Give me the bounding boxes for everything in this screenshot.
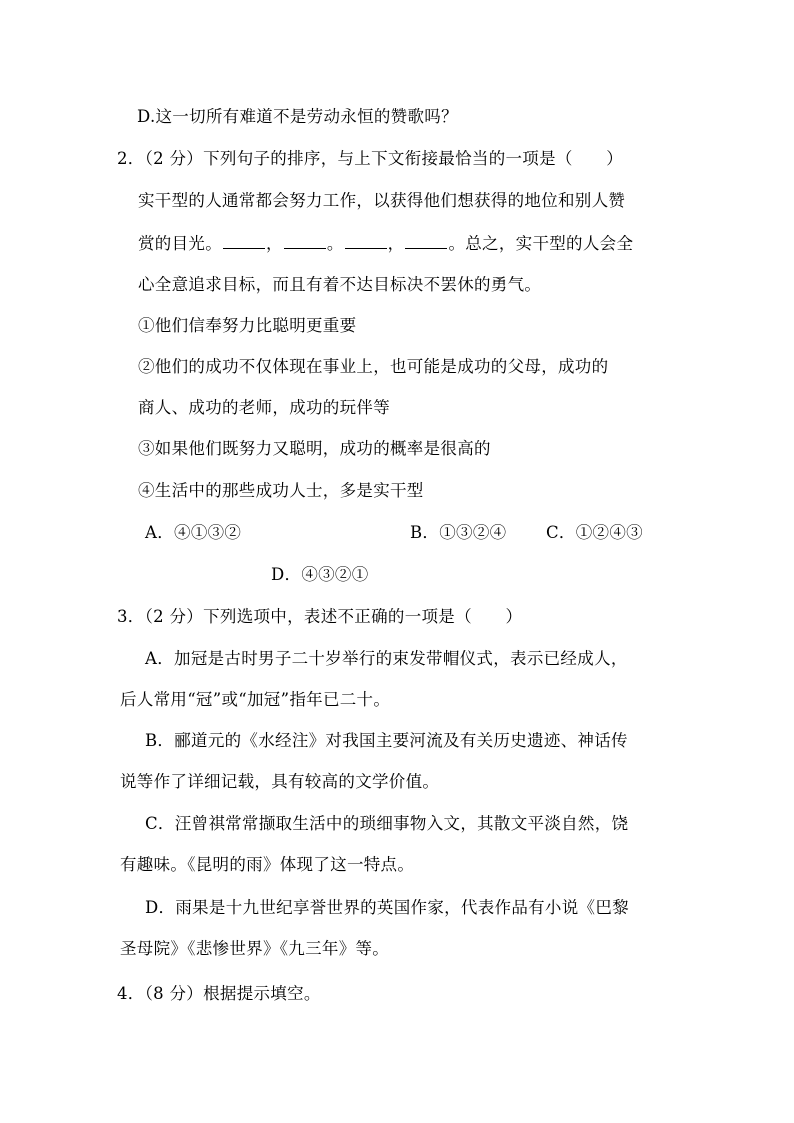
q3-option-c-line-2: 有趣味。《昆明的雨》体现了这一特点。 <box>120 855 415 874</box>
q2-item-4: ④生活中的那些成功人士，多是实干型 <box>138 481 424 500</box>
fill-blank-1 <box>223 232 265 249</box>
q3-option-d-line-2: 圣母院》《悲惨世界》《九三年》等。 <box>120 939 390 958</box>
fill-blank-2 <box>284 232 326 249</box>
q2-passage-line-2 <box>138 232 633 255</box>
q2-passage-line-3: 心全意追求目标，而且有着不达目标决不罢休的勇气。 <box>138 275 542 294</box>
q3-option-c-line-1: C．汪曾祺常常撷取生活中的琐细事物入文，其散文平淡自然，饶 <box>145 814 629 833</box>
q3-option-b-line-1: B．郦道元的《水经注》对我国主要河流及有关历史遗迹、神话传 <box>145 731 628 750</box>
fill-blank-3 <box>345 232 387 249</box>
q2-item-3: ③如果他们既努力又聪明，成功的概率是很高的 <box>138 439 491 458</box>
q2-passage-line-2-end: 总之，实干型的人会全 <box>465 234 634 253</box>
q2-passage-line-2-start: 赏的目光。 <box>138 234 222 253</box>
fill-blank-4 <box>405 232 447 249</box>
q2-item-2-continued: 商人、成功的老师，成功的玩伴等 <box>138 398 390 417</box>
q2-option-b: B．①③②④ <box>410 523 507 542</box>
q2-header: 2．（2 分）下列句子的排序，与上下文衔接最恰当的一项是（ ） <box>117 149 624 168</box>
q2-item-2: ②他们的成功不仅体现在事业上，也可能是成功的父母，成功的 <box>138 357 609 376</box>
q2-option-a: A．④①③② <box>145 523 242 542</box>
separator-comma-2: ， <box>387 234 405 253</box>
q2-option-c: C．①②④③ <box>546 523 643 542</box>
separator-comma-1: ， <box>266 234 283 253</box>
q2-item-1: ①他们信奉努力比聪明更重要 <box>138 316 357 335</box>
q3-option-d-line-1: D．雨果是十九世纪享誉世界的英国作家，代表作品有小说《巴黎 <box>145 898 629 917</box>
q3-header: 3．（2 分）下列选项中，表述不正确的一项是（ ） <box>117 607 523 626</box>
q1-option-d: D.这一切所有难道不是劳动永恒的赞歌吗？ <box>137 107 458 126</box>
separator-period-2: 。 <box>448 234 466 253</box>
q4-header: 4．（8 分）根据提示填空。 <box>117 984 321 1003</box>
q2-option-d: D．④③②① <box>271 565 369 584</box>
q3-option-a-line-2: 后人常用“冠”或“加冠”指年已二十。 <box>120 690 391 709</box>
q3-option-b-line-2: 说等作了详细记载，具有较高的文学价值。 <box>120 772 440 791</box>
q3-option-a-line-1: A．加冠是古时男子二十岁举行的束发带帽仪式，表示已经成人， <box>145 649 628 668</box>
separator-period-1: 。 <box>326 234 344 253</box>
q2-passage-line-1: 实干型的人通常都会努力工作，以获得他们想获得的地位和别人赞 <box>138 191 626 210</box>
